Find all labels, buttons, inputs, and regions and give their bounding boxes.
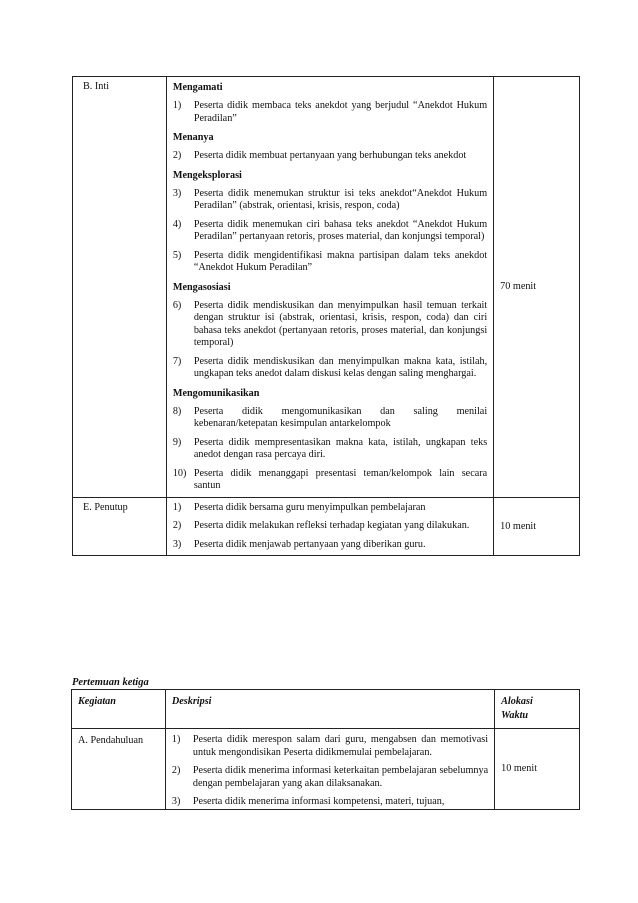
waktu-cell <box>494 77 580 498</box>
deskripsi-cell <box>165 729 494 810</box>
item-number: 8) <box>172 405 182 417</box>
list-item <box>173 250 487 275</box>
list-item <box>173 406 487 431</box>
item-text: Peserta didik mengomunikasikan dan saling menilai kebenaran/ketepatan kesimpulan antarkelompok <box>193 405 488 429</box>
list-item <box>172 765 488 790</box>
item-number: 3) <box>172 538 182 550</box>
item-text: Peserta didik membaca teks anekdot yang berjudul “Anekdot Hukum Peradilan” <box>193 100 488 124</box>
item-number: 5) <box>172 249 182 261</box>
time-allocation: 10 menit <box>501 763 538 775</box>
item-text: Peserta didik mempresentasikan makna kata, istilah, ungkapan teks anedot dengan rasa percaya diri. <box>193 436 488 460</box>
item-number: 9) <box>172 436 182 448</box>
item-number: 7) <box>172 355 182 367</box>
list-item <box>173 100 487 125</box>
item-text: Peserta didik mengidentifikasi makna partisipan dalam teks anekdot “Anekdot Hukum Peradilan” <box>193 249 488 273</box>
item-text: Peserta didik menemukan ciri bahasa teks anekdot “Anekdot Hukum Peradilan” pertanyaan retoris, proses material, dan konjungsi temporal) <box>193 218 488 242</box>
time-allocation: 70 menit <box>500 281 537 293</box>
section-heading: Mengomunikasikan <box>172 387 260 399</box>
section-heading: Menanya <box>172 132 214 143</box>
waktu-cell <box>494 497 580 556</box>
table-row <box>72 729 580 810</box>
list-item <box>173 502 487 515</box>
list-item <box>173 188 487 213</box>
list-item <box>172 734 488 759</box>
item-number: 3) <box>171 796 181 807</box>
section-heading: Mengeksplorasi <box>172 169 242 181</box>
item-text: Peserta didik bersama guru menyimpulkan pembelajaran <box>193 501 426 513</box>
list-item <box>173 150 487 163</box>
kegiatan-cell <box>73 77 167 498</box>
item-number: 1) <box>172 100 182 111</box>
item-number: 4) <box>172 218 182 230</box>
item-number: 1) <box>171 734 181 745</box>
item-text: Peserta didik merespon salam dari guru, mengabsen dan memotivasi untuk mengondisikan Peserta didikmemulai pembelajaran. <box>192 734 489 758</box>
time-allocation: 10 menit <box>500 520 537 532</box>
item-text: Peserta didik membuat pertanyaan yang berhubungan teks anekdot <box>193 150 467 161</box>
kegiatan-cell <box>73 497 167 556</box>
header-kegiatan: Kegiatan <box>72 690 166 729</box>
kegiatan-label: E. Penutup <box>83 501 128 513</box>
item-number: 1) <box>172 501 182 513</box>
header-waktu-line2: Waktu <box>501 710 529 721</box>
item-text: Peserta didik menanggapi presentasi teman/kelompok lain secara santun <box>193 467 488 491</box>
header-waktu-line1: Alokasi <box>501 696 533 707</box>
list-item <box>172 796 488 809</box>
item-text: Peserta didik menjawab pertanyaan yang diberikan guru. <box>193 538 426 550</box>
item-text: Peserta didik mendiskusikan dan menyimpulkan makna kata, istilah, ungkapan teks anedot dalam diskusi kelas dengan saling menghargai. <box>193 355 488 379</box>
item-text: Peserta didik menemukan struktur isi teks anekdot“Anekdot Hukum Peradilan” (abstrak, orientasi, krisis, respon, coda) <box>193 187 488 211</box>
item-text: Peserta didik menerima informasi keterkaitan pembelajaran sebelumnya dengan pembelajaran yang akan dilaksanakan. <box>192 765 489 789</box>
kegiatan-cell <box>72 729 166 810</box>
section-heading: Mengasosiasi <box>172 281 231 293</box>
header-deskripsi: Deskripsi <box>165 690 494 729</box>
list-item <box>173 437 487 462</box>
item-number: 3) <box>172 187 182 199</box>
item-number: 6) <box>172 299 182 311</box>
activity-table <box>71 689 580 810</box>
table-header-row <box>72 690 580 729</box>
section-title: Pertemuan ketiga <box>72 677 149 688</box>
item-number: 10) <box>172 467 187 479</box>
item-text: Peserta didik menerima informasi kompetensi, materi, tujuan, <box>192 796 445 807</box>
activity-table-continued <box>72 76 580 556</box>
item-number: 2) <box>172 520 182 531</box>
section-heading: Mengamati <box>172 82 223 93</box>
header-waktu <box>495 690 580 729</box>
item-text: Peserta didik mendiskusikan dan menyimpulkan hasil temuan terkait dengan struktur isi (abstrak, orientasi, krisis, respon, coda) dan ciri bahasa teks anekdot (pertanyaan retoris, proses material, dan konjungsi temporal) <box>193 299 488 348</box>
item-number: 2) <box>172 150 182 161</box>
kegiatan-label: B. Inti <box>83 81 110 92</box>
list-item <box>173 520 487 533</box>
deskripsi-cell <box>166 77 493 498</box>
table-row <box>73 77 580 498</box>
kegiatan-label: A. Pendahuluan <box>78 735 144 746</box>
table-row <box>73 497 580 556</box>
list-item <box>173 300 487 350</box>
list-item <box>173 356 487 381</box>
waktu-cell <box>495 729 580 810</box>
deskripsi-cell <box>166 497 493 556</box>
list-item <box>173 219 487 244</box>
item-number: 2) <box>171 765 181 776</box>
list-item <box>173 468 487 493</box>
list-item <box>173 539 487 552</box>
item-text: Peserta didik melakukan refleksi terhadap kegiatan yang dilakukan. <box>193 520 470 531</box>
